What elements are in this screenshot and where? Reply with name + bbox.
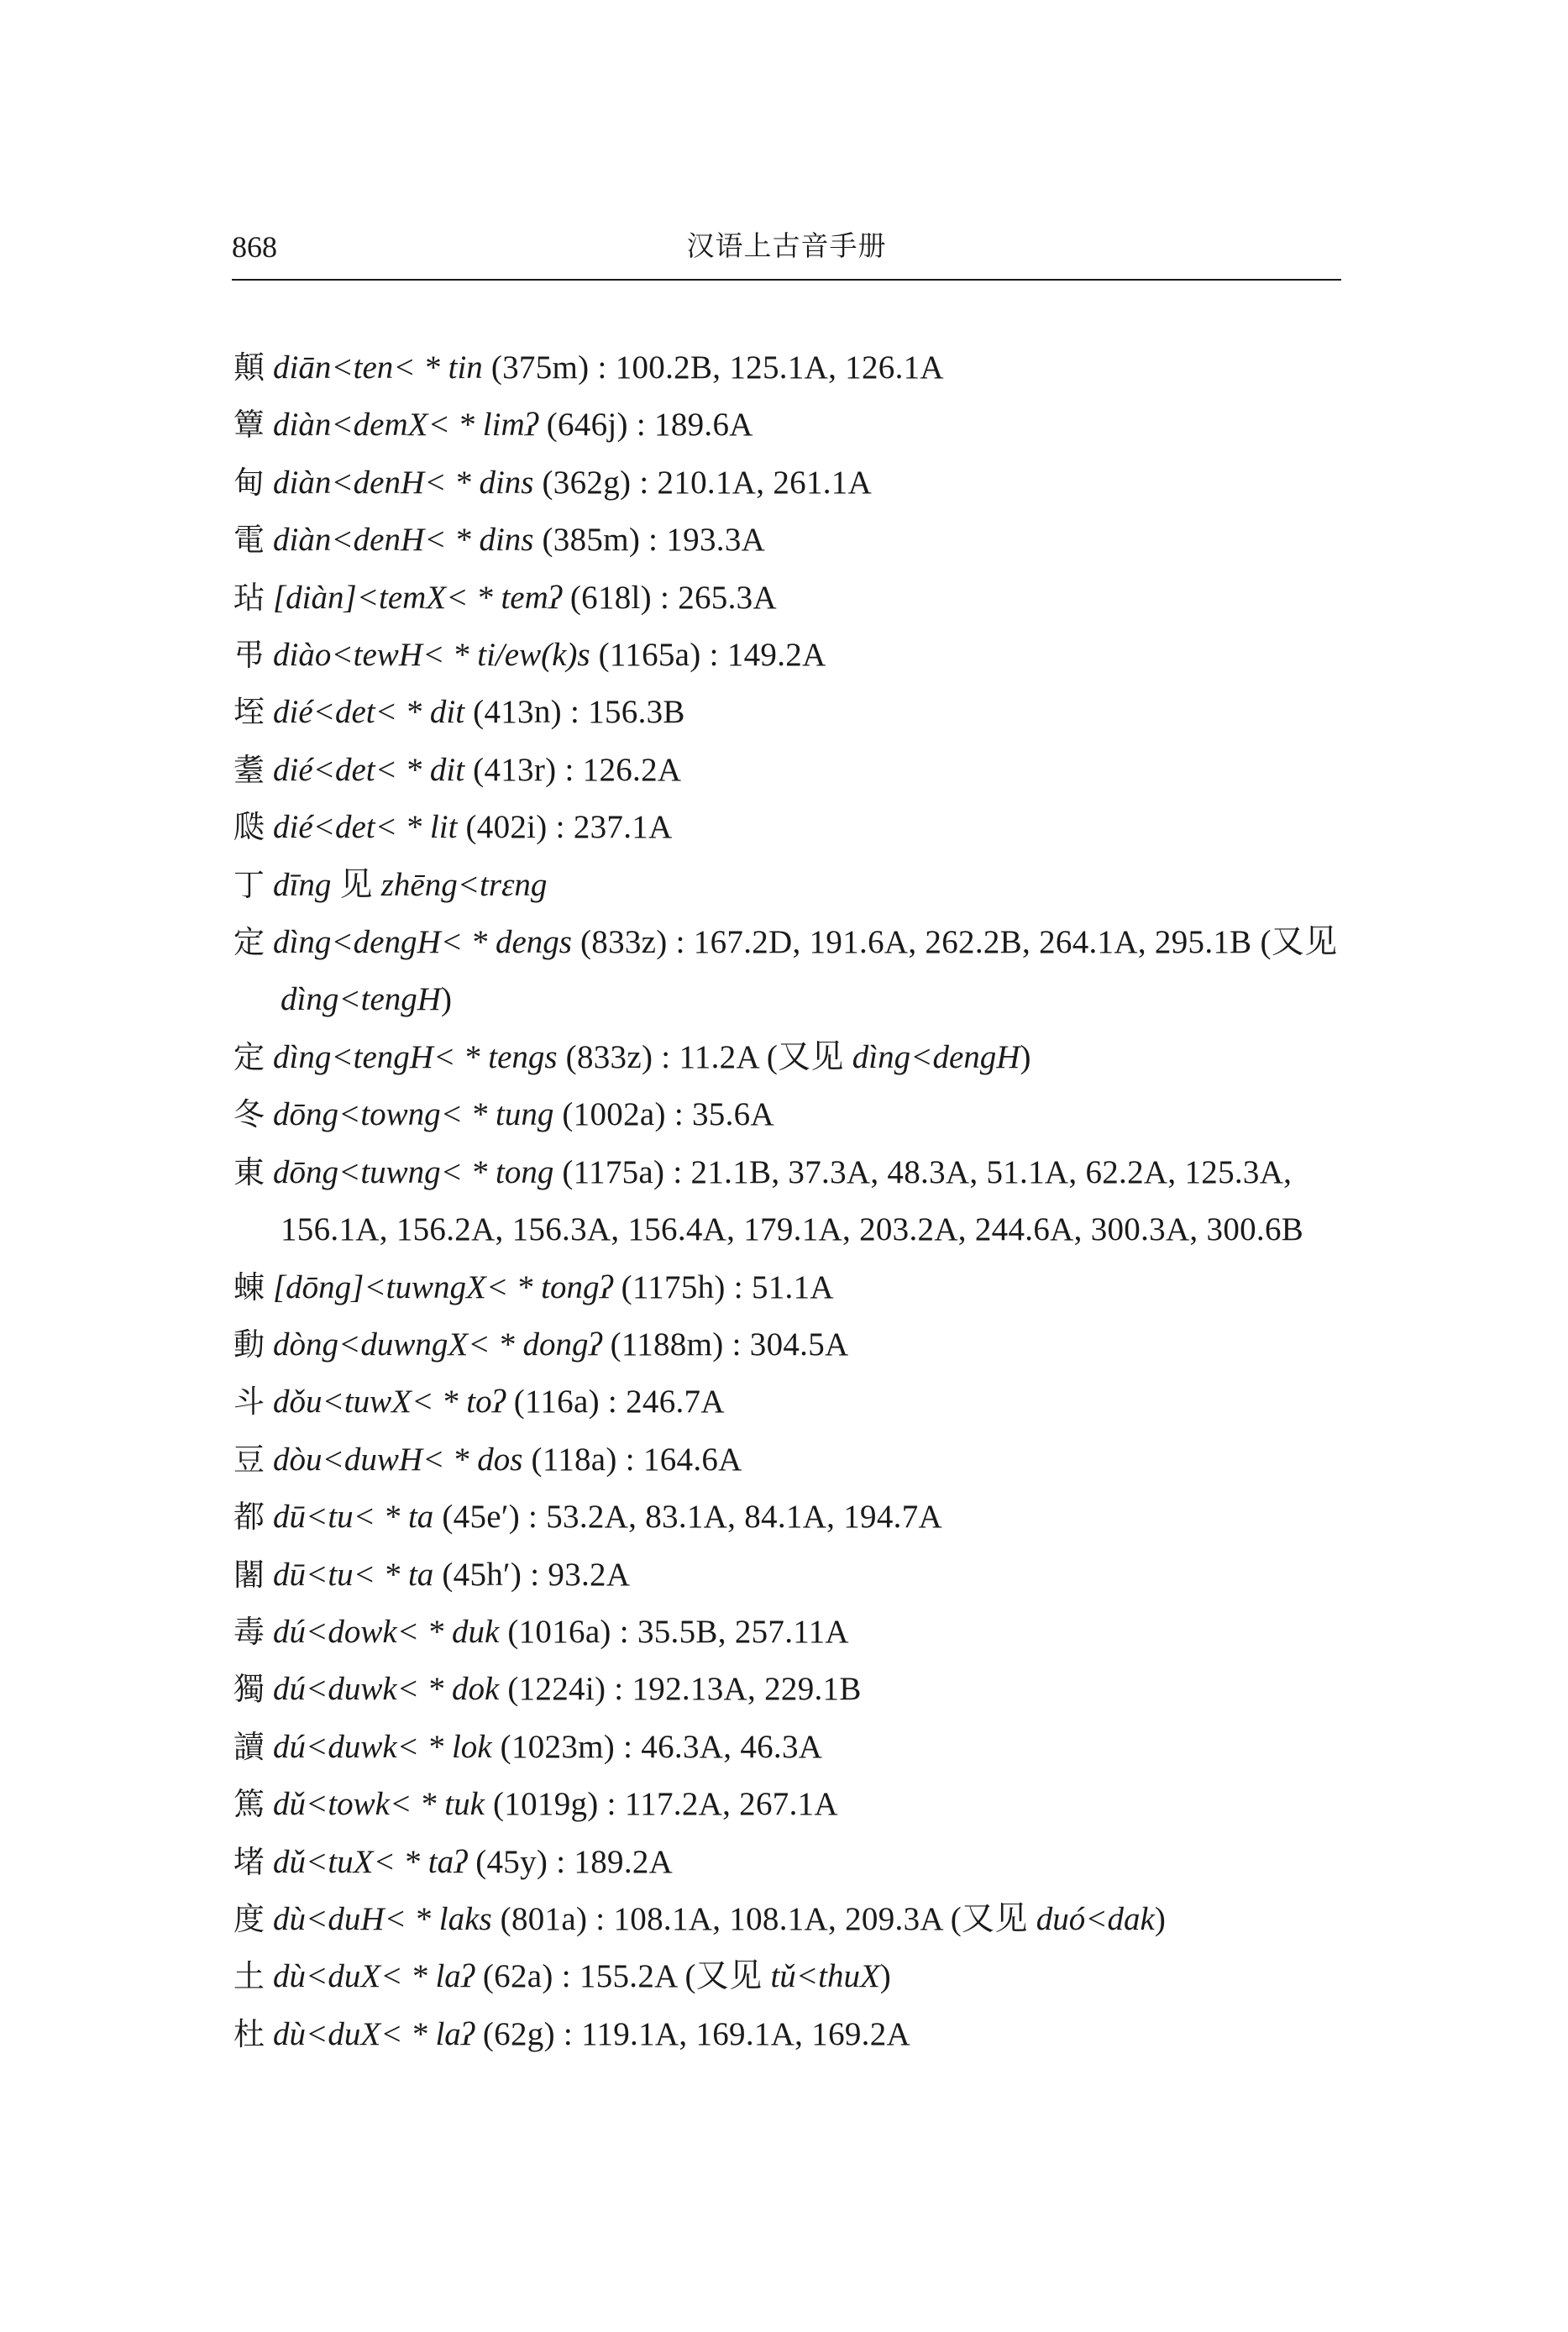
entry-pronunciation: dú<dowk< * duk	[273, 1613, 500, 1650]
entry-pronunciation: dié<det< * dit	[273, 751, 465, 788]
entry-references: (118a) : 164.6A	[522, 1441, 742, 1478]
entry-references: (1188m) : 304.5A	[601, 1326, 849, 1363]
entry-pronunciation: dū<tu< * ta	[273, 1556, 434, 1593]
entry-headword: 顛	[233, 349, 265, 386]
entry-closing-paren: )	[440, 981, 452, 1018]
entry-headword: 篤	[233, 1786, 265, 1823]
dictionary-entry	[233, 454, 1350, 512]
entry-headword: 瓞	[233, 809, 265, 846]
dictionary-entry	[233, 742, 1350, 799]
entry-headword: 蝀	[233, 1268, 265, 1305]
running-title: 汉语上古音手册	[686, 229, 887, 262]
dictionary-entry	[233, 1431, 1350, 1489]
entry-pronunciation: dīng	[273, 866, 332, 903]
entry-pronunciation: dù<duX< * laʔ	[273, 1958, 475, 1995]
dictionary-entry	[233, 397, 1350, 454]
entry-pronunciation: dìng<dengH< * dengs	[273, 924, 572, 961]
entry-headword: 甸	[233, 464, 265, 501]
entry-headword: 斗	[233, 1384, 265, 1421]
entry-pronunciation: dú<duwk< * dok	[273, 1671, 500, 1708]
entry-headword: 電	[233, 522, 265, 559]
dictionary-entry	[233, 1029, 1350, 1086]
dictionary-entry	[233, 627, 1350, 684]
entry-pronunciation: dōng<towng< * tung	[273, 1096, 554, 1133]
entry-headword: 弔	[233, 637, 265, 674]
dictionary-entry	[233, 1604, 1350, 1661]
entry-references: (1002a) : 35.6A	[553, 1096, 774, 1133]
entry-references: 见	[331, 866, 381, 903]
entry-pronunciation: diàn<denH< * dins	[273, 464, 534, 501]
entry-pronunciation: diào<tewH< * ti/ew(k)s	[273, 637, 590, 674]
entry-pronunciation: [dōng]<tuwngX< * tongʔ	[273, 1268, 613, 1305]
entry-references: (646j) : 189.6A	[538, 407, 753, 444]
entry-headword: 定	[233, 1038, 265, 1075]
entry-references: (618l) : 265.3A	[561, 579, 777, 616]
dictionary-entry	[233, 1719, 1350, 1776]
entry-pronunciation: dié<det< * lit	[273, 809, 458, 846]
entry-headword: 定	[233, 924, 265, 961]
entry-references: (116a) : 246.7A	[505, 1384, 725, 1421]
entry-closing-paren: )	[1020, 1038, 1031, 1075]
entry-references: (1165a) : 149.2A	[590, 637, 826, 674]
entry-headword: 東	[233, 1153, 265, 1190]
entry-headword: 玷	[233, 579, 265, 616]
entry-pronunciation: dōng<tuwng< * tong	[273, 1153, 554, 1190]
entry-pronunciation: dǔ<towk< * tuk	[273, 1786, 485, 1823]
entry-pronunciation: dòng<duwngX< * dongʔ	[273, 1326, 602, 1363]
entry-cross-reference: tǔ<thuX	[770, 1958, 880, 1995]
entry-cross-reference: zhēng<trɛng	[380, 866, 548, 903]
entry-references: (62a) : 155.2A (又见	[474, 1958, 771, 1995]
entry-references: (385m) : 193.3A	[533, 522, 766, 559]
dictionary-entry	[233, 684, 1350, 741]
entry-closing-paren: )	[879, 1958, 891, 1995]
entry-references: (413r) : 126.2A	[464, 751, 682, 788]
entry-references: (45h′) : 93.2A	[433, 1556, 631, 1593]
dictionary-entry	[233, 2006, 1350, 2063]
entry-headword: 讀	[233, 1728, 265, 1765]
entry-pronunciation: diàn<demX< * limʔ	[273, 407, 538, 444]
dictionary-entry	[233, 914, 1350, 1029]
dictionary-entry	[233, 1776, 1350, 1833]
entry-pronunciation: dǔ<tuX< * taʔ	[273, 1843, 468, 1880]
entry-references: (402i) : 237.1A	[457, 809, 673, 846]
dictionary-entry	[233, 1086, 1350, 1143]
dictionary-entry-list	[233, 339, 1350, 2063]
entry-references: (833z) : 167.2D, 191.6A, 262.2B, 264.1A, 295.1B (又见	[571, 924, 1338, 961]
entry-pronunciation: dìng<tengH< * tengs	[273, 1038, 558, 1075]
entry-pronunciation: dú<duwk< * lok	[273, 1728, 492, 1765]
dictionary-entry	[233, 1489, 1350, 1546]
dictionary-entry	[233, 570, 1350, 627]
dictionary-entry	[233, 799, 1350, 856]
page-header	[232, 223, 1341, 281]
entry-headword: 堵	[233, 1843, 265, 1880]
dictionary-entry	[233, 1661, 1350, 1718]
entry-references: (362g) : 210.1A, 261.1A	[533, 464, 873, 501]
entry-headword: 耋	[233, 751, 265, 788]
entry-references: (1175h) : 51.1A	[612, 1268, 834, 1305]
entry-headword: 毒	[233, 1613, 265, 1650]
entry-headword: 土	[233, 1958, 265, 1995]
entry-headword: 丁	[233, 866, 265, 903]
entry-references: (413n) : 156.3B	[464, 694, 685, 731]
dictionary-entry	[233, 1144, 1350, 1259]
entry-references: (833z) : 11.2A (又见	[557, 1038, 852, 1075]
dictionary-entry	[233, 1316, 1350, 1373]
dictionary-entry	[233, 1259, 1350, 1316]
entry-headword: 豆	[233, 1441, 265, 1478]
entry-pronunciation: diàn<denH< * dins	[273, 522, 534, 559]
entry-cross-reference: dìng<tengH	[281, 981, 441, 1018]
entry-headword: 冬	[233, 1096, 265, 1133]
dictionary-entry	[233, 1373, 1350, 1431]
entry-references: (62g) : 119.1A, 169.1A, 169.2A	[474, 2015, 910, 2052]
dictionary-entry	[233, 512, 1350, 569]
entry-references: (1175a) : 21.1B, 37.3A, 48.3A, 51.1A, 62.2A, 125.3A, 156.1A, 156.2A, 156.3A, 156.4A, 179.1A, 203.2A, 244.6A, 300.3A, 300.6B	[281, 1153, 1304, 1248]
entry-pronunciation: dù<duX< * laʔ	[273, 2015, 475, 2052]
entry-pronunciation: dòu<duwH< * dos	[273, 1441, 523, 1478]
entry-headword: 獨	[233, 1671, 265, 1708]
entry-pronunciation: dǒu<tuwX< * toʔ	[273, 1384, 506, 1421]
entry-cross-reference: duó<dak	[1036, 1900, 1155, 1937]
dictionary-entry	[233, 1834, 1350, 1891]
entry-headword: 動	[233, 1326, 265, 1363]
entry-references: (375m) : 100.2B, 125.1A, 126.1A	[482, 349, 944, 386]
dictionary-entry	[233, 857, 1350, 914]
entry-references: (1224i) : 192.13A, 229.1B	[499, 1671, 862, 1708]
entry-headword: 都	[233, 1499, 265, 1536]
dictionary-entry	[233, 1891, 1350, 1948]
entry-pronunciation: dié<det< * dit	[273, 694, 465, 731]
entry-references: (1016a) : 35.5B, 257.11A	[499, 1613, 849, 1650]
dictionary-entry	[233, 1948, 1350, 2005]
entry-cross-reference: dìng<dengH	[852, 1038, 1020, 1075]
entry-pronunciation: diān<ten< * tin	[273, 349, 483, 386]
header-divider	[232, 279, 1341, 281]
dictionary-entry	[233, 1547, 1350, 1604]
entry-headword: 度	[233, 1900, 265, 1937]
entry-pronunciation: [diàn]<temX< * temʔ	[273, 579, 562, 616]
entry-headword: 垤	[233, 694, 265, 731]
entry-references: (45y) : 189.2A	[467, 1843, 674, 1880]
entry-references: (1023m) : 46.3A, 46.3A	[491, 1728, 823, 1765]
entry-headword: 杜	[233, 2015, 265, 2052]
entry-closing-paren: )	[1154, 1900, 1166, 1937]
entry-pronunciation: dū<tu< * ta	[273, 1499, 434, 1536]
entry-references: (45e′) : 53.2A, 83.1A, 84.1A, 194.7A	[433, 1499, 942, 1536]
dictionary-entry	[233, 339, 1350, 397]
page-number: 868	[232, 230, 277, 264]
entry-references: (801a) : 108.1A, 108.1A, 209.3A (又见	[491, 1900, 1036, 1937]
entry-headword: 簟	[233, 407, 265, 444]
entry-references: (1019g) : 117.2A, 267.1A	[484, 1786, 838, 1823]
entry-pronunciation: dù<duH< * laks	[273, 1900, 492, 1937]
entry-headword: 闍	[233, 1556, 265, 1593]
